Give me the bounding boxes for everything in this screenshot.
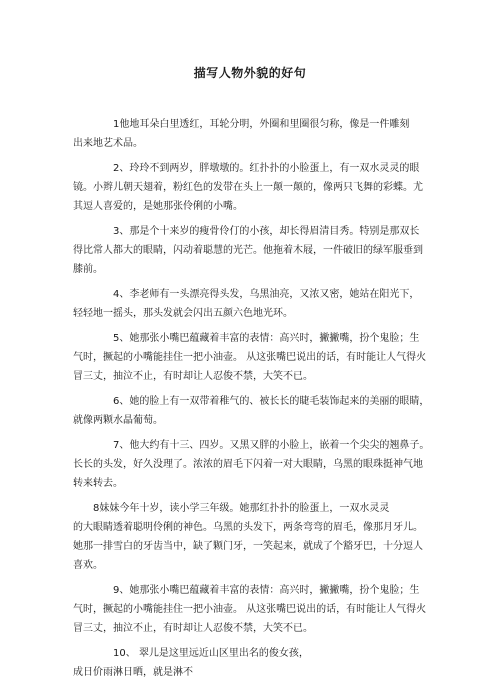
paragraph-line: 冒三丈，抽泣不止，有时却让人忍俊不禁，大笑不已。 bbox=[73, 371, 313, 382]
paragraph-line: 膝前。 bbox=[73, 264, 103, 275]
document-body bbox=[73, 115, 435, 688]
paragraph-line: 7、他大约有十三、四岁。又黑又胖的小脸上，嵌着一个尖尖的翘鼻子。 bbox=[113, 440, 430, 451]
paragraph-line: 气时，撅起的小嘴能挂住一把小油壶。 从这张嘴巴说出的话，有时能让人气得火 bbox=[73, 352, 427, 363]
paragraph-line: 2、玲玲不到两岁，胖墩墩的。红扑扑的小脸蛋上，有一双水灵灵的眼 bbox=[113, 163, 420, 174]
paragraph-line: 转来转去。 bbox=[73, 478, 123, 489]
paragraph-line: 8妹妹今年十岁，读小学三年级。她那红扑扑的脸蛋上，一双水灵灵 bbox=[93, 503, 390, 514]
document-title: 描写人物外貌的好句 bbox=[193, 66, 307, 80]
paragraph-line: 就像两颗水晶葡萄。 bbox=[73, 415, 163, 426]
paragraph-line: 其逗人喜爱的，是她那张伶俐的小嘴。 bbox=[73, 201, 243, 212]
paragraph-line: 镜。小辫儿朝天翅着，粉红色的发带在头上一颠一颠的，像两只飞舞的彩蝶。尤 bbox=[73, 182, 423, 193]
paragraph-line: 轻轻地一摇头，那头发就会闪出五颜六色地光环。 bbox=[73, 308, 293, 319]
paragraph-2 bbox=[73, 159, 435, 216]
paragraph-line: 4、李老师有一头漂亮得头发，乌黑油亮，又浓又密，她站在阳光下， bbox=[113, 289, 420, 300]
paragraph-line: 她那一排雪白的牙齿当中，缺了颗门牙，一笑起来，就成了个豁牙巴，十分逗人 bbox=[73, 541, 423, 552]
paragraph-line: 5、她那张小嘴巴蕴藏着丰富的表情：高兴时，撇撇嘴，扮个鬼脸；生 bbox=[113, 333, 420, 344]
paragraph-line: 得比常人都大的眼睛，闪动着聪慧的光芒。他拖着木屐，一件破旧的绿军服垂到 bbox=[73, 245, 423, 256]
paragraph-1 bbox=[73, 115, 435, 153]
paragraph-5 bbox=[73, 329, 435, 386]
paragraph-9 bbox=[73, 581, 435, 638]
paragraph-4 bbox=[73, 285, 435, 323]
paragraph-line: 喜欢。 bbox=[73, 560, 103, 571]
paragraph-line: 9、她那张小嘴巴蕴藏着丰富的表情：高兴时，撇撇嘴，扮个鬼脸；生 bbox=[113, 585, 420, 596]
paragraph-line: 的大眼睛透着聪明伶俐的神色。乌黑的头发下，两条弯弯的眉毛，像那月牙儿。 bbox=[73, 522, 423, 533]
paragraph-line: 出来地艺术品。 bbox=[73, 138, 143, 149]
paragraph-line: 10、 翠儿是这里远近山区里出名的俊女孩， bbox=[113, 648, 309, 659]
paragraph-line: 3、那是个十来岁的瘦骨伶仃的小孩，却长得眉清目秀。特别是那双长 bbox=[113, 226, 420, 237]
paragraph-line: 1他地耳朵白里透红，耳轮分明，外圈和里圈很匀称，像是一件雕刻 bbox=[113, 119, 410, 130]
paragraph-6 bbox=[73, 392, 435, 430]
paragraph-line: 气时，撅起的小嘴能挂住一把小油壶。 从这张嘴巴说出的话，有时能让人气得火 bbox=[73, 604, 427, 615]
paragraph-8 bbox=[73, 499, 435, 575]
paragraph-line: 成日价雨淋日晒，就是淋不 bbox=[73, 667, 193, 678]
paragraph-line: 长长的头发，好久没理了。浓浓的眉毛下闪着一对大眼睛，乌黑的眼珠挺神气地 bbox=[73, 459, 423, 470]
paragraph-line: 冒三丈，抽泣不止，有时却让人忍俊不禁，大笑不已。 bbox=[73, 623, 313, 634]
paragraph-10 bbox=[73, 644, 435, 682]
paragraph-7 bbox=[73, 436, 435, 493]
paragraph-3 bbox=[73, 222, 435, 279]
paragraph-line: 6、她的脸上有一双带着稚气的、被长长的睫毛装饰起来的美丽的眼睛， bbox=[113, 396, 430, 407]
